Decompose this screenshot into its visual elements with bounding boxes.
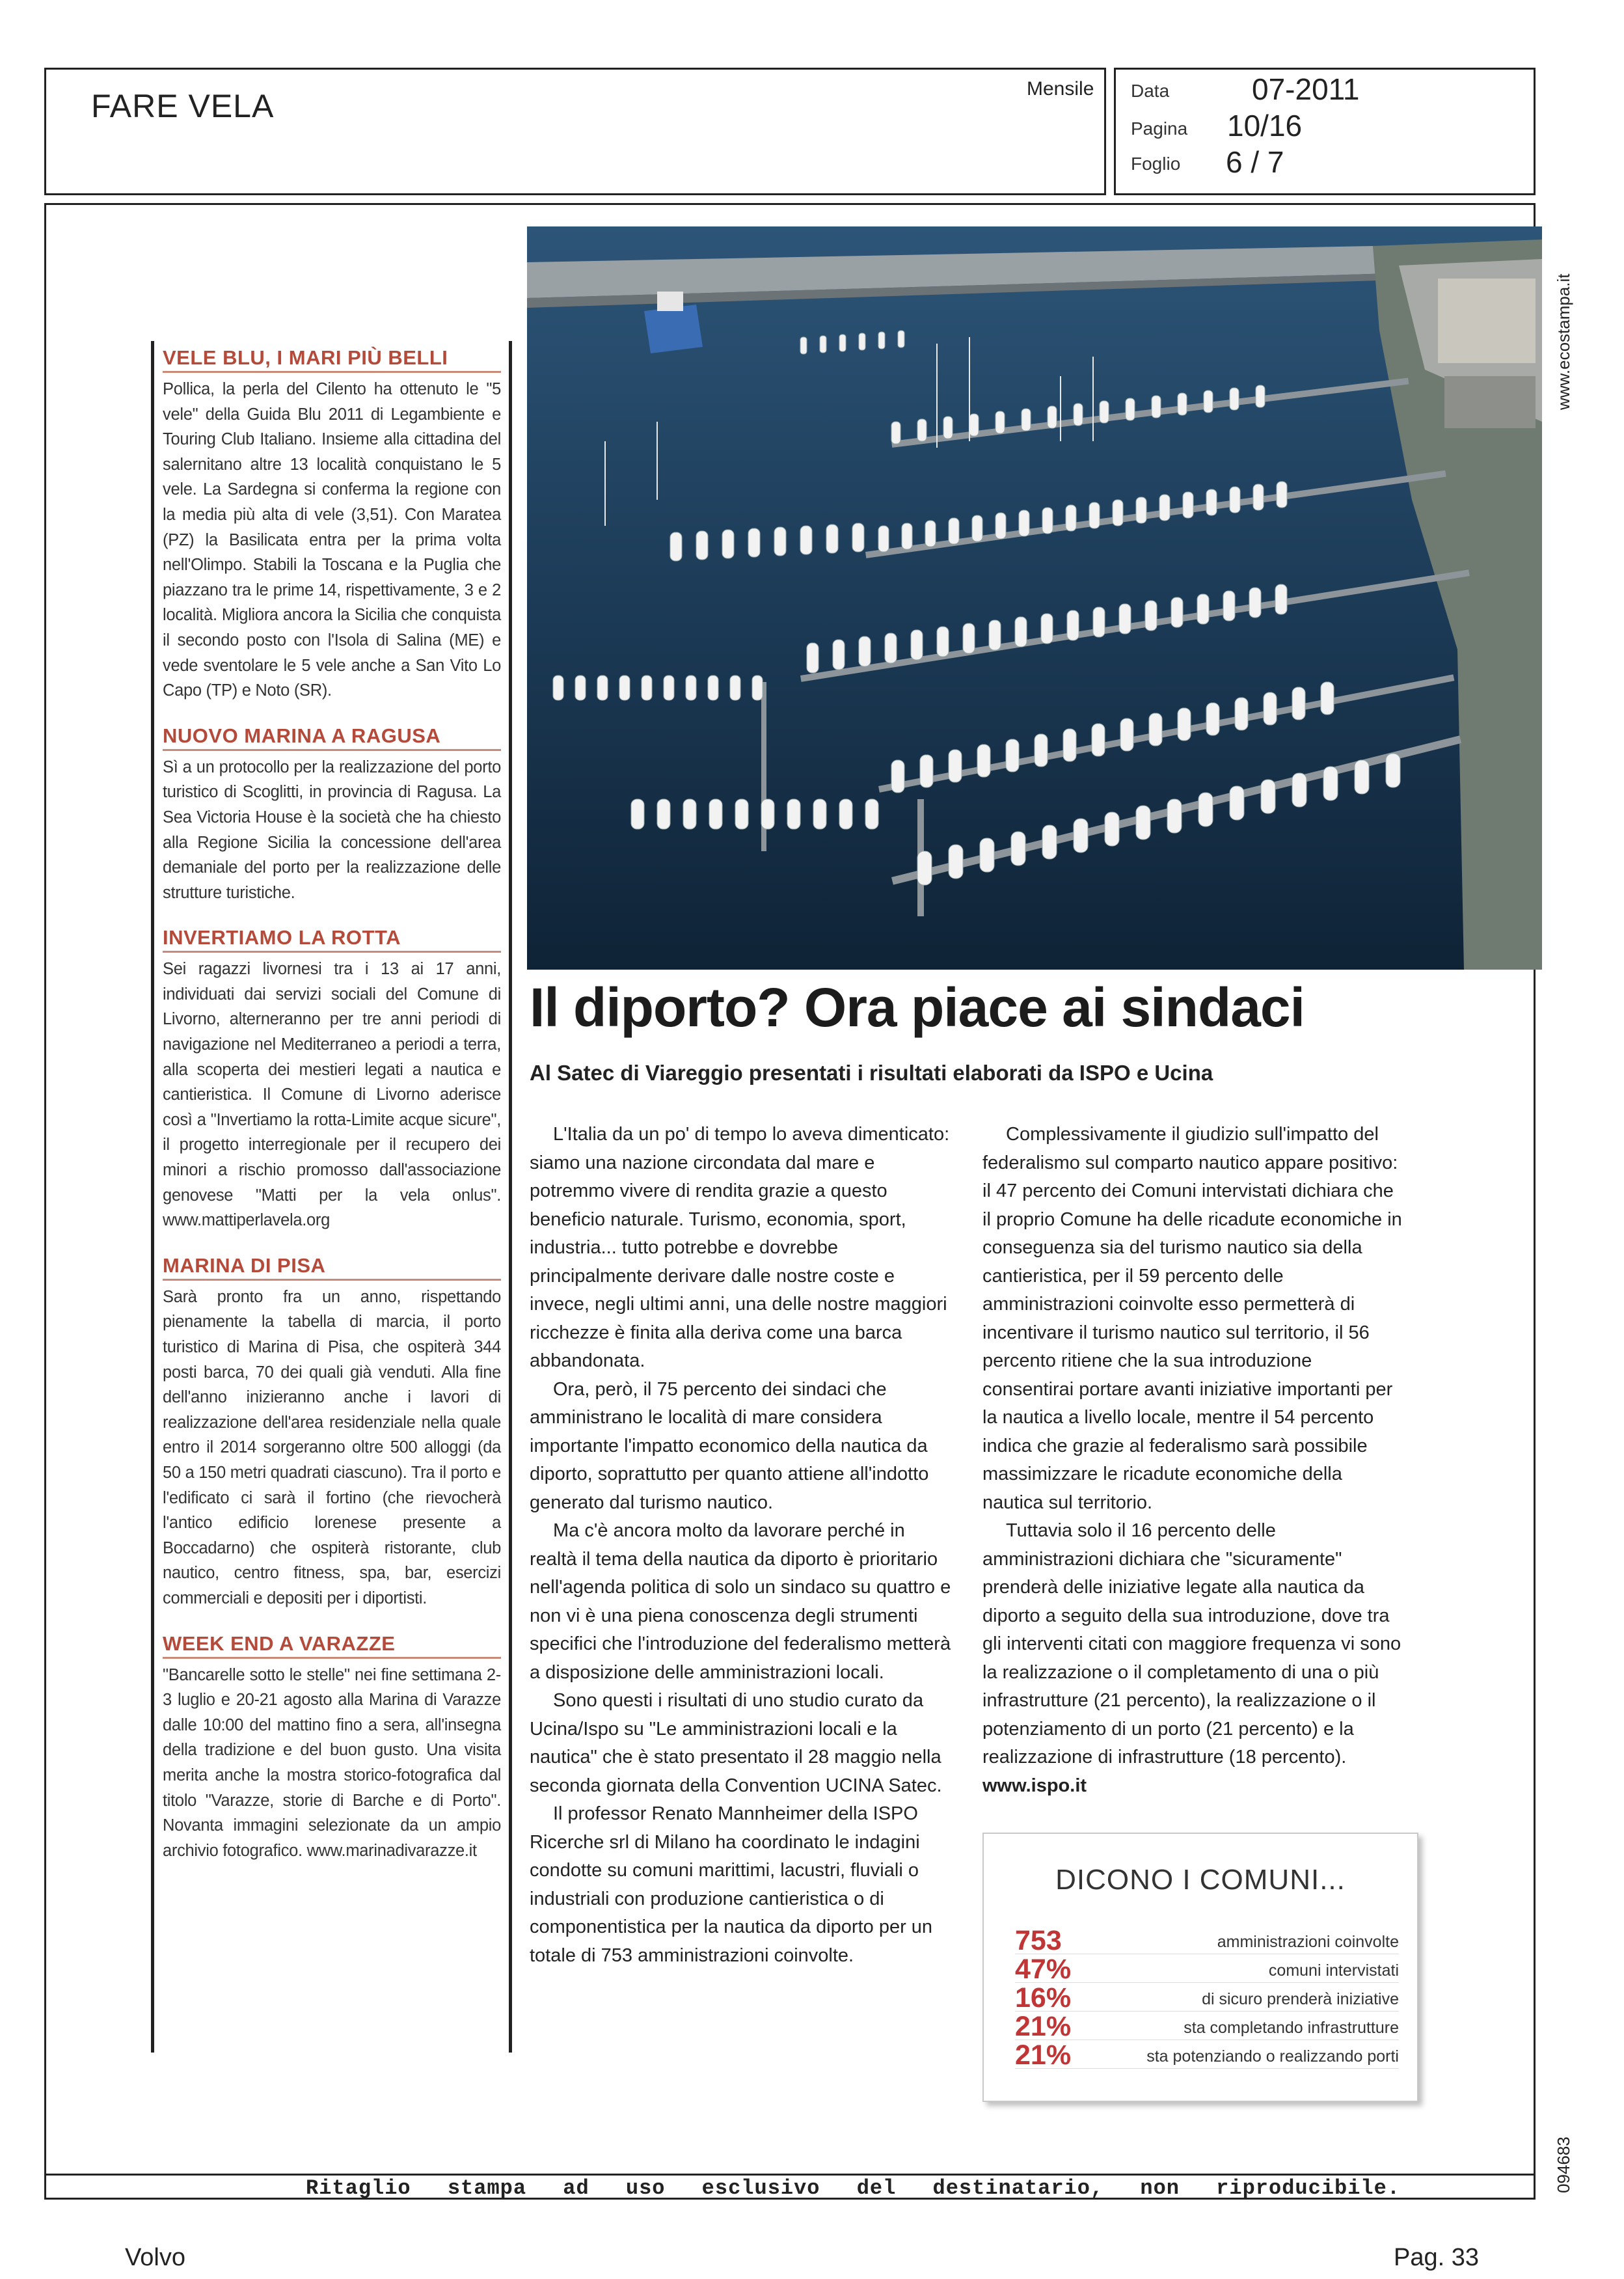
infobox-row — [1015, 2011, 1399, 2040]
infobox-label: sta completando infrastrutture — [1184, 2019, 1399, 2037]
side-website-text: www.ecostampa.it — [1554, 273, 1573, 410]
data-value: 07-2011 — [1252, 72, 1360, 106]
pagina-label: Pagina — [1131, 118, 1188, 139]
publication-title: FARE VELA — [91, 88, 275, 124]
infobox-row — [1015, 1925, 1399, 1954]
infobox-row — [1015, 1982, 1399, 2012]
article-paragraph: Il professor Renato Mannheimer della ISPO Ricerche srl di Milano ha coordinato le indagini condotte su comuni marittimi, lacustri, fluviali o industriali con produzione cantieristica o di componentistica per la nautica da diporto per un totale di 753 amministrazioni coinvolte. — [530, 1803, 933, 1966]
sidebar-section — [163, 926, 501, 1233]
sidebar-section — [163, 1632, 501, 1864]
pagina-value: 10/16 — [1227, 109, 1303, 143]
data-label: Data — [1131, 81, 1170, 101]
foglio-value: 6 / 7 — [1226, 145, 1284, 179]
side-website — [1554, 215, 1580, 410]
side-code-text: 094683 — [1554, 2136, 1573, 2193]
sidebar-heading: VELE BLU, I MARI PIÙ BELLI — [163, 346, 501, 373]
foglio-label: Foglio — [1131, 154, 1181, 174]
page-number: Pag. 33 — [1394, 2244, 1479, 2271]
infobox-label: sta potenziando o realizzando porti — [1146, 2047, 1399, 2066]
dicono-i-comuni-box — [982, 1833, 1418, 2102]
sidebar-heading: INVERTIAMO LA ROTTA — [163, 926, 501, 953]
article-paragraph: L'Italia da un po' di tempo lo aveva dimenticato: siamo una nazione circondata dal mare e potremmo vivere di rendita grazie a questo beneficio naturale. Turismo, economia, sport, industria... tutto potrebbe e dovrebbe principalmente derivare dalle nostre coste e invece, negli ultimi anni, una delle nostre maggiori ricchezze è finita alla deriva come una barca abbandonata. — [530, 1124, 950, 1371]
article-column-1 — [530, 1121, 953, 1970]
harbor-aerial-photo — [527, 226, 1542, 970]
article-headline: Il diporto? Ora piace ai sindaci — [530, 977, 1305, 1038]
sidebar-text: Sarà pronto fra un anno, rispettando pienamente la tabella di marcia, il porto turistico di Marina di Pisa, che ospiterà 344 posti barca, 70 dei quali già venduti. Alla fine dell'anno inizieranno anche i lavori di realizzazione dell'area residenziale nella quale entro il 2014 sorgeranno oltre 500 alloggi (da 50 a 150 metri quadrati ciascuno). Tra il porto e l'edificato ci sarà il fortino (che rievocherà l'antico edificio lorenese presente a Boccadarno) che ospiterà ristorante, club nautico, centro fitness, spa, bar, esercizi commerciali e depositi per i diportisti. — [163, 1287, 501, 1607]
infobox-label: comuni intervistati — [1268, 1961, 1399, 1980]
sidebar-text: Sei ragazzi livornesi tra i 13 ai 17 anni, individuati dai servizi sociali del Comune di Livorno, alterneranno per tre anni periodi di navigazione nel Mediterraneo a periodi a terra, alla scoperta dei mestieri legati a nautica e cantieristica. Il Comune di Livorno aderisce così a "Invertiamo la rotta-Limite acque sicure", il progetto interregionale per il recupero dei minori a rischio promosso dall'associazione genovese "Matti per la vela onlus". www.mattiperlavela.org — [163, 960, 501, 1230]
news-sidebar — [163, 346, 501, 1884]
client-brand: Volvo — [125, 2244, 185, 2271]
article-paragraph: Ma c'è ancora molto da lavorare perché in realtà il tema della nautica da diporto è prioritario nell'agenda politica di solo un sindaco su quattro e non vi è una piena conoscenza degli strumenti specifici che l'introduzione del federalismo metterà a disposizione delle amministrazioni locali. — [530, 1520, 951, 1683]
article-subheadline: Al Satec di Viareggio presentati i risultati elaborati da ISPO e Ucina — [530, 1061, 1213, 1085]
article-column-2 — [982, 1121, 1405, 1800]
infobox-value: 47% — [1015, 1954, 1072, 1985]
sidebar-text: Pollica, la perla del Cilento ha ottenuto le "5 vele" della Guida Blu 2011 di Legambiente e Touring Club Italiano. Insieme alla cittadina del salernitano altre 13 località conquistano le 5 vele. La Sardegna si conferma la regione con la media più alta di vele (3,51). Con Maratea (PZ) la Basilicata entra per la prima volta nell'Olimpo. Stabili la Toscana e la Puglia che piazzano tra le prime 14, rispettivamente, 3 e 2 località. Migliora ancora la Sicilia che conquista il secondo posto con l'Isola di Salina (ME) e vede sventolare le 5 vele anche a San Vito Lo Capo (TP) e Noto (SR). — [163, 380, 501, 700]
article-website: www.ispo.it — [982, 1775, 1087, 1796]
infobox-value: 21% — [1015, 2040, 1072, 2071]
sidebar-heading: NUOVO MARINA A RAGUSA — [163, 724, 501, 751]
harbor-photo-illustration — [527, 226, 1542, 970]
infobox-row — [1015, 1954, 1399, 1983]
infobox-value: 21% — [1015, 2011, 1072, 2042]
side-code — [1554, 2115, 1580, 2193]
infobox-value: 753 — [1015, 1925, 1062, 1956]
clipping-disclaimer: Ritaglio stampa ad uso esclusivo del destinatario, non riproducibile. — [306, 2176, 1401, 2200]
article-paragraph: Ora, però, il 75 percento dei sindaci che amministrano le località di mare considera importante l'impatto economico della nautica da diporto, soprattutto per quanto attiene all'indotto generato dal turismo nautico. — [530, 1378, 929, 1513]
sidebar-heading: MARINA DI PISA — [163, 1254, 501, 1281]
infobox-label: amministrazioni coinvolte — [1217, 1933, 1399, 1951]
sidebar-text: Sì a un protocollo per la realizzazione del porto turistico di Scoglitti, in provincia di Ragusa. La Sea Victoria House è la società che ha chiesto alla Regione Sicilia la concessione dell'area demaniale del porto per la realizzazione delle strutture turistiche. — [163, 757, 501, 902]
sidebar-section — [163, 346, 501, 703]
article-paragraph: Sono questi i risultati di uno studio curato da Ucina/Ispo su "Le amministrazioni locali e la nautica" che è stato presentato il 28 maggio nella seconda giornata della Convention UCINA Satec. — [530, 1690, 942, 1796]
sidebar-right-rule — [509, 341, 512, 2053]
sidebar-heading: WEEK END A VARAZZE — [163, 1632, 501, 1659]
sidebar-section — [163, 724, 501, 906]
frequency-label: Mensile — [1027, 78, 1094, 100]
infobox-row — [1015, 2040, 1399, 2069]
sidebar-section — [163, 1254, 501, 1611]
infobox-title: DICONO I COMUNI... — [1055, 1864, 1346, 1896]
infobox-label: di sicuro prenderà iniziative — [1202, 1990, 1399, 2008]
sidebar-text: "Bancarelle sotto le stelle" nei fine settimana 2-3 luglio e 20-21 agosto alla Marina di Varazze dalle 10:00 del mattino fino a sera, all'insegna della tradizione e del buon gusto. Una visita merita anche la mostra storico-fotografica dal titolo "Varazze, storie di Barche e di Porto". Novanta immagini selezionate da un ampio archivio fotografico. www.marinadivarazze.it — [163, 1665, 501, 1860]
sidebar-left-rule — [151, 341, 154, 2053]
infobox-value: 16% — [1015, 1982, 1072, 2013]
article-paragraph: Complessivamente il giudizio sull'impatto del federalismo sul comparto nautico appare positivo: il 47 percento dei Comuni intervistati dichiara che il proprio Comune ha delle ricadute economiche in conseguenza sia del turismo nautico sia della cantieristica, per il 59 percento delle amministrazioni coinvolte esso permetterà di incentivare il turismo nautico sul territorio, il 56 percento ritiene che la sua introduzione consentirai portare avanti iniziative importanti per la nautica a livello locale, mentre il 54 percento indica che grazie al federalismo sarà possibile massimizzare le ricadute economiche della nautica sul territorio. — [982, 1124, 1402, 1513]
article-paragraph: Tuttavia solo il 16 percento delle amministrazioni dichiara che "sicuramente" prenderà delle iniziative legate alla nautica da diporto a seguito della sua introduzione, dove tra gli interventi citati con maggiore frequenza vi sono la realizzazione o il completamento di una o più infrastrutture (21 percento), la realizzazione o il potenziamento di un porto (21 percento) e la realizzazione di infrastrutture (18 percento). — [982, 1520, 1401, 1767]
